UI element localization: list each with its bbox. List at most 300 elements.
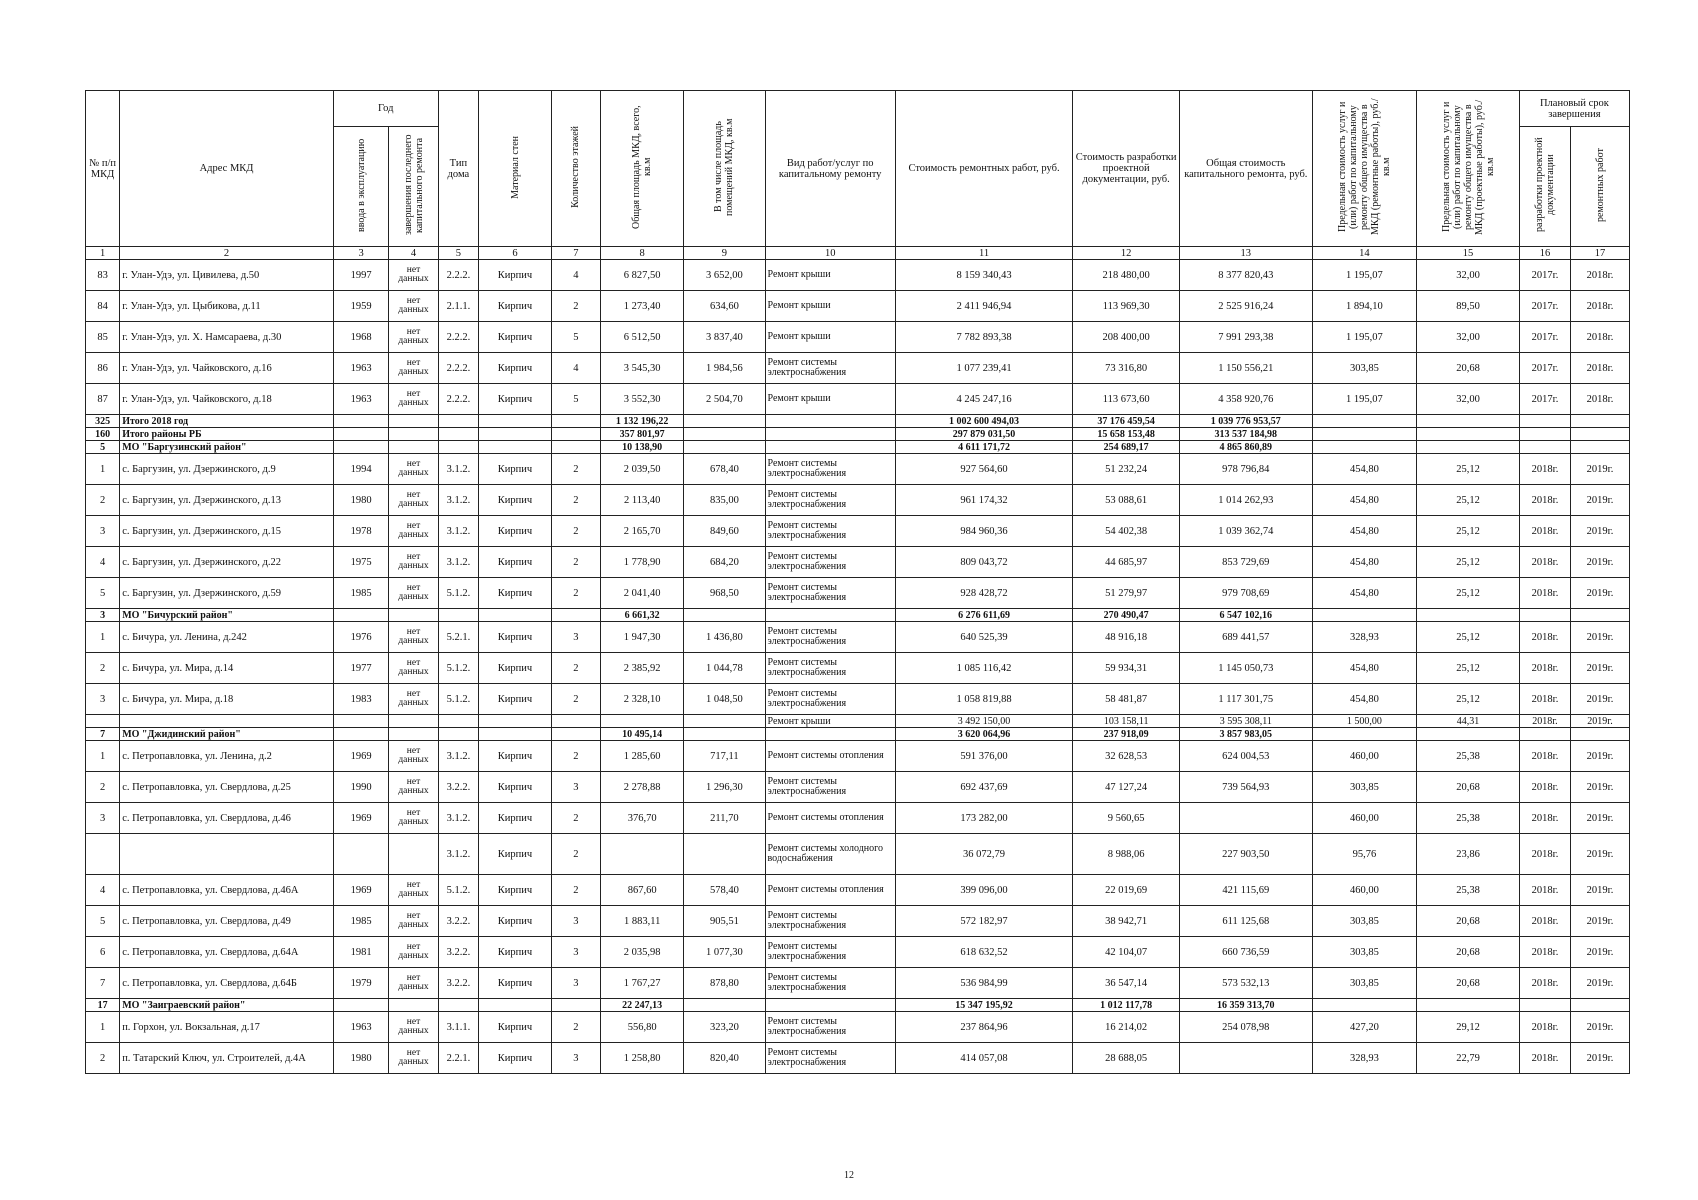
table-cell: 3.1.2. — [438, 485, 479, 516]
table-cell: 9 560,65 — [1073, 803, 1180, 834]
table-cell: 22 247,13 — [600, 999, 683, 1012]
table-cell: 1 195,07 — [1312, 384, 1417, 415]
table-cell: 427,20 — [1312, 1012, 1417, 1043]
table-row — [86, 937, 1630, 968]
column-number-cell: 9 — [684, 247, 765, 260]
table-cell: 853 729,69 — [1180, 547, 1312, 578]
table-cell — [551, 428, 600, 441]
table-cell: с. Петропавловка, ул. Ленина, д.2 — [120, 741, 334, 772]
table-cell: 3 — [86, 516, 120, 547]
table-cell — [438, 441, 479, 454]
table-row — [86, 803, 1630, 834]
column-number-cell: 4 — [389, 247, 438, 260]
table-cell: 2 — [551, 547, 600, 578]
table-cell: 1979 — [333, 968, 389, 999]
table-cell — [765, 609, 895, 622]
table-cell: 660 736,59 — [1180, 937, 1312, 968]
table-cell — [479, 415, 552, 428]
table-cell — [1312, 441, 1417, 454]
total-row — [86, 609, 1630, 622]
total-row — [86, 728, 1630, 741]
table-cell: 2 278,88 — [600, 772, 683, 803]
table-cell: 87 — [86, 384, 120, 415]
table-cell: 5 — [551, 384, 600, 415]
table-cell: 2019г. — [1571, 803, 1630, 834]
table-cell: Кирпич — [479, 803, 552, 834]
table-cell — [551, 715, 600, 728]
table-cell: 684,20 — [684, 547, 765, 578]
table-cell: 1 085 116,42 — [895, 653, 1072, 684]
table-cell: 2 — [551, 875, 600, 906]
table-cell: 2 — [551, 803, 600, 834]
table-cell: Ремонт системы электроснабжения — [765, 353, 895, 384]
table-cell: 640 525,39 — [895, 622, 1072, 653]
total-row — [86, 441, 1630, 454]
table-cell: Ремонт системы электроснабжения — [765, 516, 895, 547]
table-cell: 2018г. — [1519, 578, 1570, 609]
table-cell: 59 934,31 — [1073, 653, 1180, 684]
table-cell: 454,80 — [1312, 684, 1417, 715]
table-cell — [389, 834, 438, 875]
table-cell: 16 214,02 — [1073, 1012, 1180, 1043]
table-cell: Кирпич — [479, 384, 552, 415]
table-cell: Кирпич — [479, 353, 552, 384]
table-cell — [1571, 728, 1630, 741]
table-cell: 3 492 150,00 — [895, 715, 1072, 728]
table-cell — [765, 728, 895, 741]
table-cell — [684, 834, 765, 875]
column-number-cell: 15 — [1417, 247, 1520, 260]
table-cell: 6 547 102,16 — [1180, 609, 1312, 622]
table-cell: Ремонт системы электроснабжения — [765, 1012, 895, 1043]
table-cell: 2017г. — [1519, 322, 1570, 353]
table-cell: 44,31 — [1417, 715, 1520, 728]
table-cell — [86, 834, 120, 875]
table-cell — [1312, 609, 1417, 622]
table-cell — [1417, 428, 1520, 441]
table-cell: 1 044,78 — [684, 653, 765, 684]
table-cell: 1 — [86, 454, 120, 485]
table-cell: 849,60 — [684, 516, 765, 547]
table-cell: 2 — [551, 741, 600, 772]
table-cell: с. Баргузин, ул. Дзержинского, д.22 — [120, 547, 334, 578]
table-cell: 1 195,07 — [1312, 322, 1417, 353]
table-cell: 1975 — [333, 547, 389, 578]
table-cell — [684, 441, 765, 454]
table-cell — [120, 715, 334, 728]
table-cell — [684, 415, 765, 428]
table-cell: 3 — [551, 906, 600, 937]
table-cell: 2018г. — [1519, 653, 1570, 684]
table-cell: нет данных — [389, 906, 438, 937]
table-cell: 6 827,50 — [600, 260, 683, 291]
table-cell: нет данных — [389, 353, 438, 384]
table-cell: 2018г. — [1519, 1043, 1570, 1074]
table-cell: 15 658 153,48 — [1073, 428, 1180, 441]
table-cell: Кирпич — [479, 547, 552, 578]
table-cell: 83 — [86, 260, 120, 291]
table-cell: с. Баргузин, ул. Дзержинского, д.13 — [120, 485, 334, 516]
header-floors: Количество этажей — [551, 91, 600, 247]
table-cell: 454,80 — [1312, 578, 1417, 609]
table-cell: Кирпич — [479, 578, 552, 609]
table-row — [86, 653, 1630, 684]
table-cell: Ремонт системы электроснабжения — [765, 937, 895, 968]
table-cell: 2019г. — [1571, 684, 1630, 715]
table-cell: 44 685,97 — [1073, 547, 1180, 578]
table-cell: 1990 — [333, 772, 389, 803]
table-cell: 8 377 820,43 — [1180, 260, 1312, 291]
table-cell: 2 113,40 — [600, 485, 683, 516]
table-cell: нет данных — [389, 322, 438, 353]
table-cell — [333, 415, 389, 428]
header-total-area: Общая площадь МКД, всего, кв.м — [600, 91, 683, 247]
table-cell — [1571, 441, 1630, 454]
table-cell: 578,40 — [684, 875, 765, 906]
table-cell: 2018г. — [1519, 684, 1570, 715]
table-cell: 303,85 — [1312, 937, 1417, 968]
table-cell: 2.2.2. — [438, 260, 479, 291]
table-cell: Ремонт крыши — [765, 322, 895, 353]
table-cell: 1963 — [333, 353, 389, 384]
table-cell: с. Петропавловка, ул. Свердлова, д.64Б — [120, 968, 334, 999]
table-cell: 270 490,47 — [1073, 609, 1180, 622]
table-cell: 20,68 — [1417, 353, 1520, 384]
table-cell: 2019г. — [1571, 715, 1630, 728]
table-cell: Ремонт системы электроснабжения — [765, 622, 895, 653]
table-cell: 6 — [86, 937, 120, 968]
table-cell: нет данных — [389, 291, 438, 322]
table-cell: 460,00 — [1312, 875, 1417, 906]
table-cell: 634,60 — [684, 291, 765, 322]
table-row — [86, 772, 1630, 803]
table-cell: Ремонт системы холодного водоснабжения — [765, 834, 895, 875]
table-cell: 1 — [86, 741, 120, 772]
table-cell: 2018г. — [1519, 937, 1570, 968]
table-cell: 5 — [86, 578, 120, 609]
table-cell: 8 988,06 — [1073, 834, 1180, 875]
table-cell: с. Баргузин, ул. Дзержинского, д.15 — [120, 516, 334, 547]
column-number-cell: 17 — [1571, 247, 1630, 260]
table-cell: 572 182,97 — [895, 906, 1072, 937]
table-cell: 3.1.2. — [438, 454, 479, 485]
table-cell — [389, 999, 438, 1012]
table-cell: Ремонт крыши — [765, 260, 895, 291]
table-cell: 1 258,80 — [600, 1043, 683, 1074]
table-header — [86, 91, 1630, 260]
table-cell: 3 — [86, 803, 120, 834]
table-row — [86, 353, 1630, 384]
table-cell — [333, 441, 389, 454]
table-cell: Ремонт системы отопления — [765, 803, 895, 834]
table-cell: 7 782 893,38 — [895, 322, 1072, 353]
table-cell: 3.2.2. — [438, 906, 479, 937]
table-row — [86, 906, 1630, 937]
table-cell: 2019г. — [1571, 454, 1630, 485]
table-cell: 591 376,00 — [895, 741, 1072, 772]
table-cell: 3 837,40 — [684, 322, 765, 353]
table-cell: 2 — [86, 485, 120, 516]
table-cell: 2018г. — [1519, 547, 1570, 578]
table-cell: 1969 — [333, 875, 389, 906]
table-cell: 25,38 — [1417, 741, 1520, 772]
header-house-type: Тип дома — [438, 91, 479, 247]
table-cell: 47 127,24 — [1073, 772, 1180, 803]
table-cell — [684, 609, 765, 622]
table-row — [86, 741, 1630, 772]
table-cell: 10 495,14 — [600, 728, 683, 741]
table-cell — [389, 715, 438, 728]
table-cell: 10 138,90 — [600, 441, 683, 454]
table-cell: 2018г. — [1571, 353, 1630, 384]
table-cell: 325 — [86, 415, 120, 428]
table-cell: 173 282,00 — [895, 803, 1072, 834]
table-cell: Кирпич — [479, 260, 552, 291]
header-term-group: Плановый срок завершения — [1519, 91, 1629, 127]
table-cell — [551, 728, 600, 741]
table-cell — [1417, 999, 1520, 1012]
table-cell: Кирпич — [479, 834, 552, 875]
table-cell: 2 — [551, 516, 600, 547]
table-cell — [479, 728, 552, 741]
table-cell: 2 — [86, 1043, 120, 1074]
table-cell: 20,68 — [1417, 772, 1520, 803]
table-cell: 2019г. — [1571, 906, 1630, 937]
table-cell: 42 104,07 — [1073, 937, 1180, 968]
table-cell: 3 — [551, 1043, 600, 1074]
table-cell — [438, 428, 479, 441]
table-cell: 2.2.2. — [438, 384, 479, 415]
table-cell: 2018г. — [1571, 384, 1630, 415]
table-cell: 2018г. — [1571, 260, 1630, 291]
table-cell: Кирпич — [479, 516, 552, 547]
table-cell: 20,68 — [1417, 906, 1520, 937]
table-cell: 20,68 — [1417, 968, 1520, 999]
table-cell: 25,38 — [1417, 803, 1520, 834]
table-cell: 32,00 — [1417, 260, 1520, 291]
table-cell: с. Петропавловка, ул. Свердлова, д.46 — [120, 803, 334, 834]
table-cell: 2018г. — [1519, 772, 1570, 803]
table-cell: нет данных — [389, 653, 438, 684]
page-number: 12 — [844, 1170, 854, 1181]
table-cell: Кирпич — [479, 653, 552, 684]
table-cell: 3.1.2. — [438, 741, 479, 772]
table-cell: 1 — [86, 622, 120, 653]
table-cell: 3 — [551, 772, 600, 803]
header-term-design: разработки проектной документации — [1519, 127, 1570, 247]
table-cell: 2 525 916,24 — [1180, 291, 1312, 322]
table-cell: 1 894,10 — [1312, 291, 1417, 322]
table-row — [86, 291, 1630, 322]
table-cell: 15 347 195,92 — [895, 999, 1072, 1012]
table-cell: 2 385,92 — [600, 653, 683, 684]
table-cell: 254 689,17 — [1073, 441, 1180, 454]
table-cell: 3.2.2. — [438, 968, 479, 999]
table-cell — [684, 715, 765, 728]
table-cell: 573 532,13 — [1180, 968, 1312, 999]
table-cell: 1978 — [333, 516, 389, 547]
table-cell: 2 — [551, 834, 600, 875]
table-cell: 1963 — [333, 1012, 389, 1043]
table-cell: 86 — [86, 353, 120, 384]
table-cell — [438, 715, 479, 728]
column-number-cell: 6 — [479, 247, 552, 260]
header-limit-design: Предельная стоимость услуг и (или) работ по капитальному ремонту общего имущества в МКД (проектные работы), руб./кв.м — [1417, 91, 1520, 247]
column-number-cell: 12 — [1073, 247, 1180, 260]
header-year-group: Год — [333, 91, 438, 127]
table-cell — [1417, 728, 1520, 741]
table-cell — [1519, 609, 1570, 622]
table-cell: 6 276 611,69 — [895, 609, 1072, 622]
table-cell: Кирпич — [479, 875, 552, 906]
table-cell: 2018г. — [1519, 454, 1570, 485]
table-cell: 328,93 — [1312, 622, 1417, 653]
table-cell: 611 125,68 — [1180, 906, 1312, 937]
table-cell: 53 088,61 — [1073, 485, 1180, 516]
table-cell: с. Петропавловка, ул. Свердлова, д.49 — [120, 906, 334, 937]
table-cell: 1963 — [333, 384, 389, 415]
table-cell — [765, 415, 895, 428]
table-cell: 399 096,00 — [895, 875, 1072, 906]
table-cell: 454,80 — [1312, 516, 1417, 547]
table-cell: 89,50 — [1417, 291, 1520, 322]
table-cell: нет данных — [389, 968, 438, 999]
table-cell: 4 611 171,72 — [895, 441, 1072, 454]
table-cell: с. Бичура, ул. Мира, д.14 — [120, 653, 334, 684]
table-cell: Кирпич — [479, 485, 552, 516]
table-cell: 2018г. — [1519, 485, 1570, 516]
table-cell: Ремонт системы отопления — [765, 741, 895, 772]
column-number-cell: 7 — [551, 247, 600, 260]
table-cell: 1 012 117,78 — [1073, 999, 1180, 1012]
table-cell: 1985 — [333, 906, 389, 937]
table-row — [86, 622, 1630, 653]
table-cell: 237 864,96 — [895, 1012, 1072, 1043]
table-cell: 2 — [551, 291, 600, 322]
table-cell: 2019г. — [1571, 547, 1630, 578]
table-cell: 73 316,80 — [1073, 353, 1180, 384]
table-cell: 2 504,70 — [684, 384, 765, 415]
table-cell: 1 077,30 — [684, 937, 765, 968]
column-number-row — [86, 247, 1630, 260]
table-cell: 2 — [86, 653, 120, 684]
table-cell — [389, 728, 438, 741]
table-cell: с. Бичура, ул. Ленина, д.242 — [120, 622, 334, 653]
table-cell: Ремонт системы электроснабжения — [765, 653, 895, 684]
table-cell: 16 359 313,70 — [1180, 999, 1312, 1012]
table-cell — [333, 428, 389, 441]
table-cell: 689 441,57 — [1180, 622, 1312, 653]
table-cell: 968,50 — [684, 578, 765, 609]
table-cell: 2 165,70 — [600, 516, 683, 547]
table-row — [86, 384, 1630, 415]
table-row — [86, 454, 1630, 485]
column-number-cell: 13 — [1180, 247, 1312, 260]
table-cell: 2 — [551, 578, 600, 609]
table-cell: Кирпич — [479, 741, 552, 772]
table-cell: Кирпич — [479, 322, 552, 353]
column-number-cell: 1 — [86, 247, 120, 260]
table-cell — [1312, 428, 1417, 441]
table-cell: 1 048,50 — [684, 684, 765, 715]
table-cell: 1 436,80 — [684, 622, 765, 653]
table-cell: 32,00 — [1417, 322, 1520, 353]
table-cell: с. Баргузин, ул. Дзержинского, д.59 — [120, 578, 334, 609]
table-cell: 3.1.2. — [438, 516, 479, 547]
table-cell: нет данных — [389, 547, 438, 578]
column-number-cell: 5 — [438, 247, 479, 260]
table-cell — [765, 441, 895, 454]
table-cell: 36 072,79 — [895, 834, 1072, 875]
table-cell: 2019г. — [1571, 1043, 1630, 1074]
table-cell — [551, 415, 600, 428]
table-cell — [765, 999, 895, 1012]
table-cell: с. Петропавловка, ул. Свердлова, д.25 — [120, 772, 334, 803]
table-row — [86, 834, 1630, 875]
table-cell — [333, 715, 389, 728]
table-row — [86, 684, 1630, 715]
table-cell — [333, 999, 389, 1012]
table-cell: 739 564,93 — [1180, 772, 1312, 803]
table-cell: 20,68 — [1417, 937, 1520, 968]
table-cell: 1997 — [333, 260, 389, 291]
table-cell: с. Петропавловка, ул. Свердлова, д.46А — [120, 875, 334, 906]
table-cell: Кирпич — [479, 1043, 552, 1074]
table-cell — [1519, 428, 1570, 441]
table-cell: 303,85 — [1312, 906, 1417, 937]
table-cell — [333, 728, 389, 741]
table-cell: 1969 — [333, 741, 389, 772]
table-cell: 23,86 — [1417, 834, 1520, 875]
table-cell: 1 014 262,93 — [1180, 485, 1312, 516]
table-cell — [86, 715, 120, 728]
header-premises-area: В том числе площадь помещений МКД, кв.м — [684, 91, 765, 247]
table-cell: Ремонт крыши — [765, 384, 895, 415]
table-cell: 2018г. — [1519, 968, 1570, 999]
table-cell: 297 879 031,50 — [895, 428, 1072, 441]
table-cell: 2.2.2. — [438, 322, 479, 353]
table-cell: 1985 — [333, 578, 389, 609]
table-cell — [389, 609, 438, 622]
table-cell: 1 039 362,74 — [1180, 516, 1312, 547]
table-cell: 878,80 — [684, 968, 765, 999]
table-cell: 7 — [86, 968, 120, 999]
table-cell: 1 195,07 — [1312, 260, 1417, 291]
table-cell — [479, 715, 552, 728]
table-cell: 58 481,87 — [1073, 684, 1180, 715]
table-cell: 4 — [551, 353, 600, 384]
table-cell: 4 — [551, 260, 600, 291]
header-num: № п/п МКД — [86, 91, 120, 247]
table-cell: 2019г. — [1571, 937, 1630, 968]
table-cell: 4 — [86, 875, 120, 906]
table-cell: Кирпич — [479, 454, 552, 485]
table-cell — [479, 428, 552, 441]
table-cell — [1571, 999, 1630, 1012]
table-cell: Кирпич — [479, 1012, 552, 1043]
table-cell: г. Улан-Удэ, ул. Чайковского, д.16 — [120, 353, 334, 384]
table-cell: 25,38 — [1417, 875, 1520, 906]
table-cell: нет данных — [389, 937, 438, 968]
table-cell: 28 688,05 — [1073, 1043, 1180, 1074]
table-cell: 984 960,36 — [895, 516, 1072, 547]
table-cell: Ремонт системы электроснабжения — [765, 485, 895, 516]
table-cell: 5.1.2. — [438, 653, 479, 684]
table-cell: 2019г. — [1571, 578, 1630, 609]
table-cell: 2.2.1. — [438, 1043, 479, 1074]
table-cell — [120, 834, 334, 875]
table-cell: 414 057,08 — [895, 1043, 1072, 1074]
